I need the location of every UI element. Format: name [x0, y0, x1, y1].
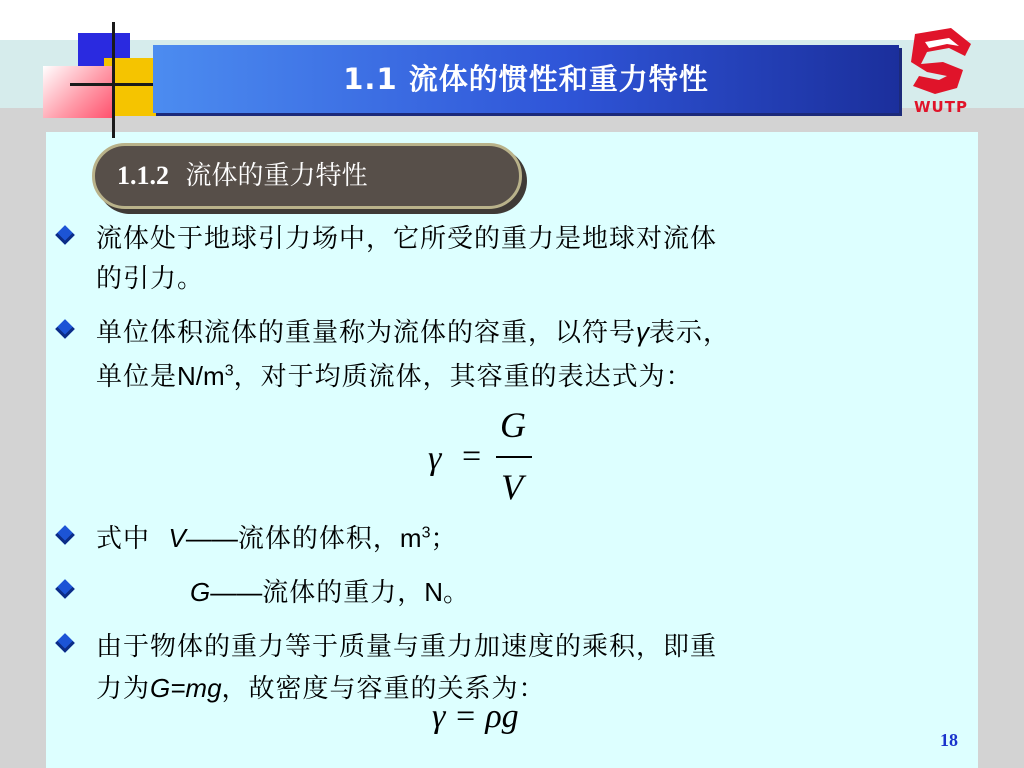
formula2: γ = ρg	[432, 698, 519, 735]
p2-text-b: 表示，	[649, 318, 731, 348]
p3-text-c: ；	[430, 524, 458, 554]
p3-line	[96, 518, 457, 555]
title-bar	[153, 45, 899, 113]
var-v: V	[168, 523, 186, 553]
decor-vertical-line	[112, 22, 115, 138]
page-number: 18	[940, 730, 958, 750]
logo-label: WUTP	[914, 98, 968, 116]
var-g: G	[190, 577, 211, 607]
top-margin	[0, 0, 1024, 40]
unit-n: N	[424, 577, 444, 607]
decor-pink-square	[43, 66, 115, 118]
subtitle-text: 流体的重力特性	[185, 161, 368, 191]
formula1-numerator: G	[500, 405, 526, 445]
p4-text-b: 流体的重力，	[262, 578, 425, 608]
p2-text-c: 单位是	[96, 362, 178, 392]
p4-line	[190, 572, 470, 609]
dash: ——	[185, 523, 238, 553]
formula1-equals: =	[462, 438, 482, 475]
equation-g-mg: G=mg	[150, 673, 222, 703]
subtitle-pill	[92, 143, 522, 209]
unit-exponent: 3	[421, 524, 431, 542]
formula1-lhs: γ	[428, 440, 442, 477]
subtitle	[117, 146, 368, 206]
p4-text-c: 。	[443, 578, 471, 608]
p1-line1: 流体处于地球引力场中，它所受的重力是地球对流体	[96, 224, 718, 254]
gamma-symbol: γ	[636, 317, 650, 347]
unit-m: m	[399, 523, 422, 553]
subtitle-number: 1.1.2	[117, 161, 169, 190]
fraction-bar	[496, 456, 532, 458]
dash: ——	[210, 577, 263, 607]
slide-title: 1.1 流体的惯性和重力特性	[343, 62, 709, 96]
p2-line1	[96, 312, 730, 349]
p1-line2: 的引力。	[96, 264, 205, 294]
p3-text-a: 式中	[96, 524, 169, 554]
p2-text-d: ，对于均质流体，其容重的表达式为：	[233, 362, 693, 392]
p5-text-b: ，故密度与容重的关系为：	[221, 674, 546, 704]
formula1-denominator: V	[501, 467, 523, 507]
decor-horizontal-line	[70, 83, 166, 86]
p5-line1: 由于物体的重力等于质量与重力加速度的乘积，即重	[96, 632, 718, 662]
p3-text-b: 流体的体积，	[237, 524, 400, 554]
p5-text-a: 力为	[96, 674, 151, 704]
unit-n-per-m: N/m	[177, 361, 225, 391]
unit-exponent: 3	[224, 362, 234, 380]
p2-text-a: 单位体积流体的重量称为流体的容重，以符号	[96, 318, 637, 348]
p2-line2	[96, 356, 693, 393]
